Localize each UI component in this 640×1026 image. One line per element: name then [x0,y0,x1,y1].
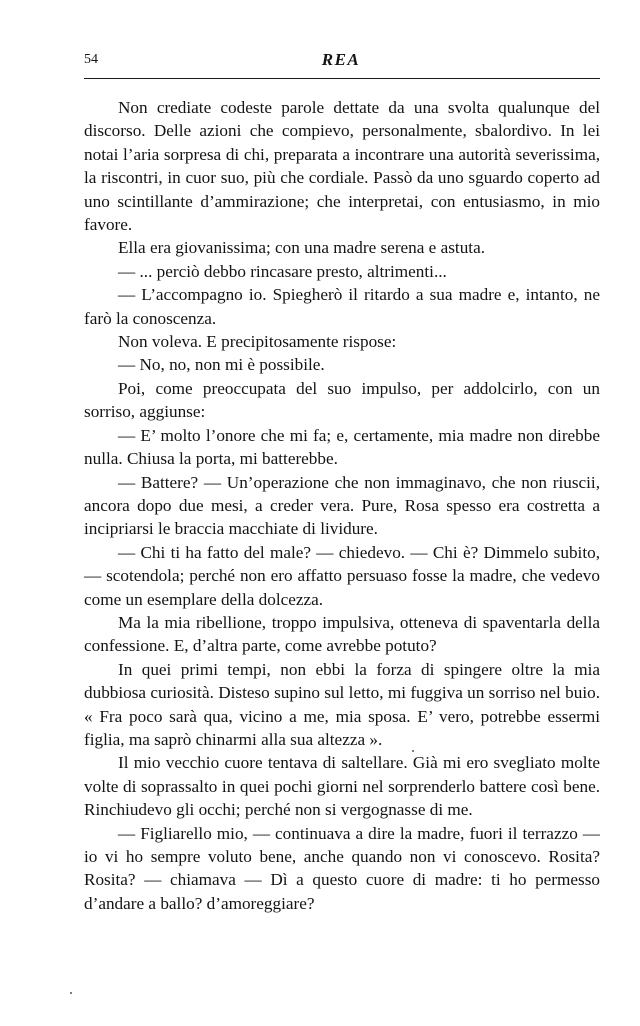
paragraph: Ma la mia ribellione, troppo impulsiva, otteneva di spaventarla della confessione. E, d’altra parte, come avrebbe potuto? [84,612,600,656]
paragraph: Poi, come preoccupata del suo impulso, per addolcirlo, con un sorriso, aggiunse: [84,378,600,422]
scan-speck [412,750,414,752]
scan-speck [70,992,72,994]
header-rule [84,78,600,79]
paragraph: — L’accompagno io. Spiegherò il ritardo a sua madre e, intanto, ne farò la conoscenza. [84,285,600,328]
paragraph: Non voleva. E precipitosamente rispose: [118,332,397,352]
paragraph: In quei primi tempi, non ebbi la forza di spingere oltre la mia dubbiosa curiosità. Disteso supino sul letto, mi fuggiva un sorriso nel buio. « Fra poco sarà qua, vicino a me, mia sposa. E’ vero, potrebbe essermi figlia, ma saprò chinarmi alla sua altezza ». [84,659,600,749]
paragraph: — No, no, non mi è possibile. [118,355,325,375]
page-header [84,50,598,76]
body-text [84,96,600,915]
page-number: 54 [84,52,98,67]
paragraph: Non crediate codeste parole dettate da una svolta qualunque del discorso. Delle azioni che compievo, personalmente, sbalordivo. In lei notai l’aria sorpresa di chi, preparata a incontrare una autorità severissima, la riscontri, in cuor suo, più che cordiale. Passò da uno sguardo coperto ad uno scintillante d’ammirazione; che interpretai, con entusiasmo, in mio favore. [84,98,600,235]
paragraph: — Chi ti ha fatto del male? — chiedevo. — Chi è? Dimmelo subito, — scotendola; perché non ero affatto persuaso fosse la madre, che vedevo come un esemplare della dolcezza. [84,542,600,609]
paragraph: — E’ molto l’onore che mi fa; e, certamente, mia madre non direbbe nulla. Chiusa la porta, mi batterebbe. [84,425,600,469]
paragraph: Il mio vecchio cuore tentava di saltellare. Già mi ero svegliato molte volte di soprassalto in quei pochi giorni nel sorprenderlo battere così bene. Rinchiudevo gli occhi; perché non si vergognasse di me. [84,753,600,820]
paragraph: — Battere? — Un’operazione che non immaginavo, che non riuscii, ancora dopo due mesi, a creder vera. Pure, Rosa spesso era costretta a incipriarsi le braccia macchiate di lividure. [84,472,600,539]
running-title: REA [321,50,361,69]
paragraph: — ... perciò debbo rincasare presto, altrimenti... [118,261,447,281]
paragraph: — Figliarello mio, — continuava a dire la madre, fuori il terrazzo — io vi ho sempre voluto bene, anche quando non vi conoscevo. Rosita? Rosita? — chiamava — Dì a questo cuore di madre: ti ho permesso d’andare a ballo? d’amoreggiare? [84,823,600,913]
paragraph: Ella era giovanissima; con una madre serena e astuta. [118,238,485,258]
